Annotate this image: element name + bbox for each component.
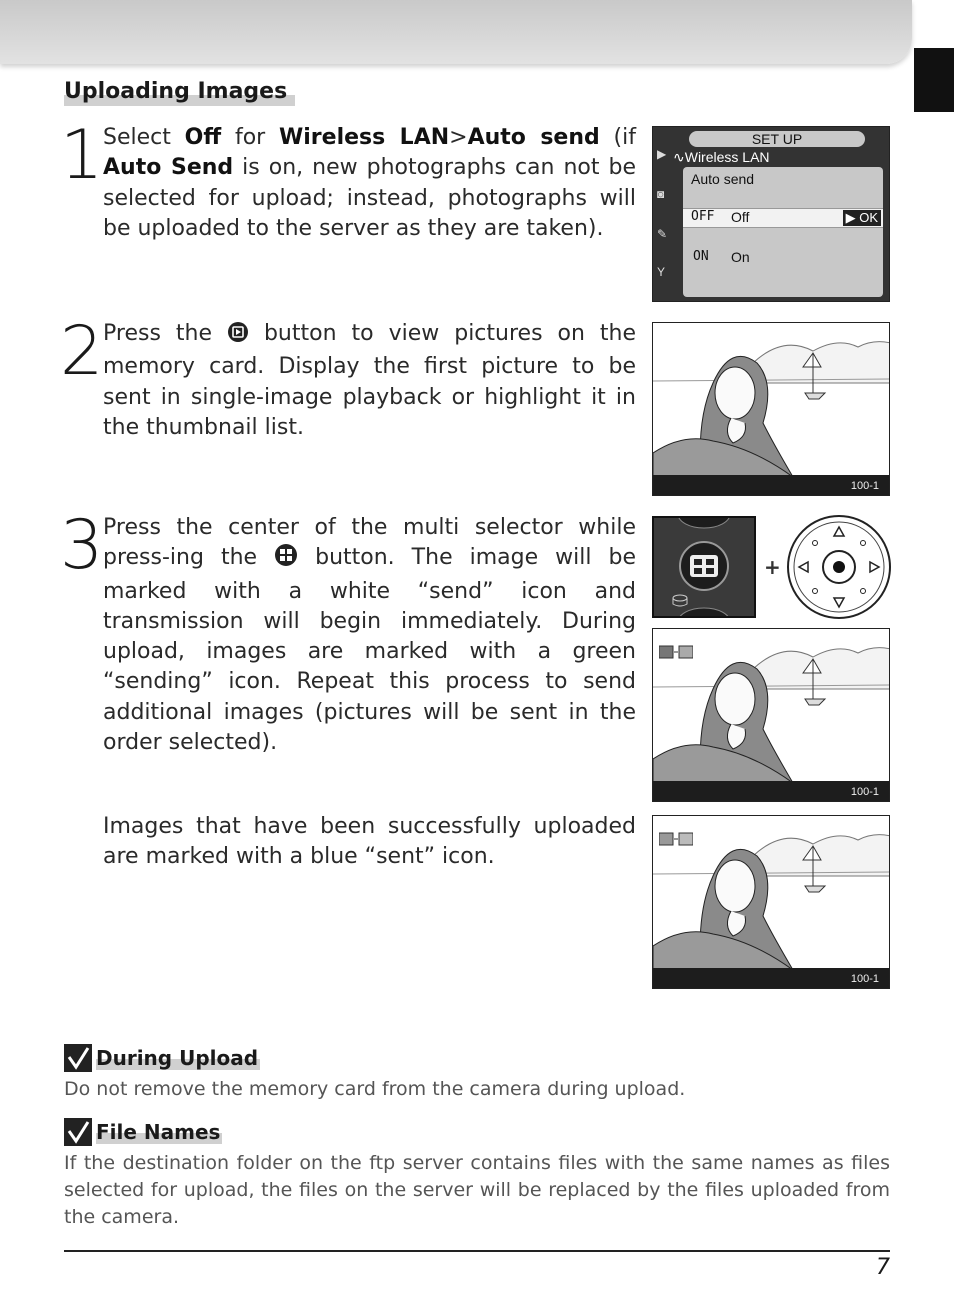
- playback-photo: [652, 322, 890, 496]
- section-title: Uploading Images: [64, 78, 295, 106]
- menu-header: SET UP: [689, 131, 865, 147]
- chapter-tab: [914, 48, 954, 112]
- menu-panel: [683, 167, 883, 297]
- option-label: Off: [731, 209, 750, 225]
- note-file-names-heading: File Names: [64, 1118, 222, 1146]
- option-label: On: [731, 249, 750, 265]
- sent-photo: [652, 815, 890, 989]
- playback-button-icon: [227, 321, 249, 352]
- step-1-number: 1: [60, 116, 104, 195]
- note-during-upload-body: Do not remove the memory card from the camera during upload.: [64, 1078, 686, 1100]
- pencil-icon: ✎: [657, 227, 668, 241]
- step-3-text: Press the center of the multi selector while press-ing the button. The image will be marked with a white “send” icon and transmission will begin immediately. During upload, images are marked with a green “sending” icon. Repeat this process to send additional images (pictures will be sent in the order selected).: [103, 515, 636, 756]
- plus-sign: +: [764, 555, 781, 579]
- checkmark-icon: [64, 1044, 92, 1072]
- sent-icon: [659, 832, 693, 846]
- camera-icon: ◙: [657, 187, 665, 201]
- menu-option-off[interactable]: [683, 208, 883, 228]
- camera-button-closeup: [652, 516, 756, 618]
- frame-number: 100-1: [850, 973, 879, 985]
- ok-button[interactable]: ▶ OK: [843, 210, 881, 226]
- multi-selector-icon: [786, 514, 892, 620]
- uploaded-note-text: Images that have been successfully uploaded are marked with a blue “sent” icon.: [103, 814, 636, 870]
- frame-number: 100-1: [850, 786, 879, 798]
- step-3-number: 3: [60, 506, 104, 585]
- setup-menu-screen: [652, 126, 890, 302]
- thumbnail-button-icon: [274, 543, 298, 576]
- page-number: 7: [876, 1255, 890, 1280]
- option-code: ON: [693, 249, 709, 264]
- menu-submenu: ∿Wireless LAN: [673, 149, 770, 165]
- menu-panel-title: Auto send: [691, 171, 755, 187]
- note-file-names-body: If the destination folder on the ftp server contains files with the same names as files selected for upload, the files on the server will be replaced by the files uploaded from the camera.: [64, 1152, 890, 1228]
- footer-rule: [64, 1250, 890, 1252]
- sending-photo: [652, 628, 890, 802]
- step-2-text: Press the button to view pictures on the memory card. Display the first picture to be sent in single-image playback or highlight it in the thumbnail list.: [103, 321, 637, 440]
- wrench-icon: Y: [657, 265, 666, 279]
- playback-icon: ▶: [657, 147, 667, 161]
- menu-option-on[interactable]: [683, 249, 883, 267]
- option-code: OFF: [691, 209, 715, 224]
- note-during-upload-heading: During Upload: [64, 1044, 260, 1072]
- frame-number: 100-1: [850, 480, 879, 492]
- checkmark-icon: [64, 1118, 92, 1146]
- portrait-illustration: [653, 323, 890, 477]
- step-2-number: 2: [60, 312, 104, 391]
- wave-icon: ∿: [673, 149, 685, 165]
- step-1-text: Select Off for Wireless LAN>Auto send (if Auto Send is on, new photographs can not be selected for upload; instead, photographs will be uploaded to the server as they are taken).: [103, 125, 636, 241]
- header-band: [0, 0, 912, 64]
- sending-icon: [659, 645, 693, 659]
